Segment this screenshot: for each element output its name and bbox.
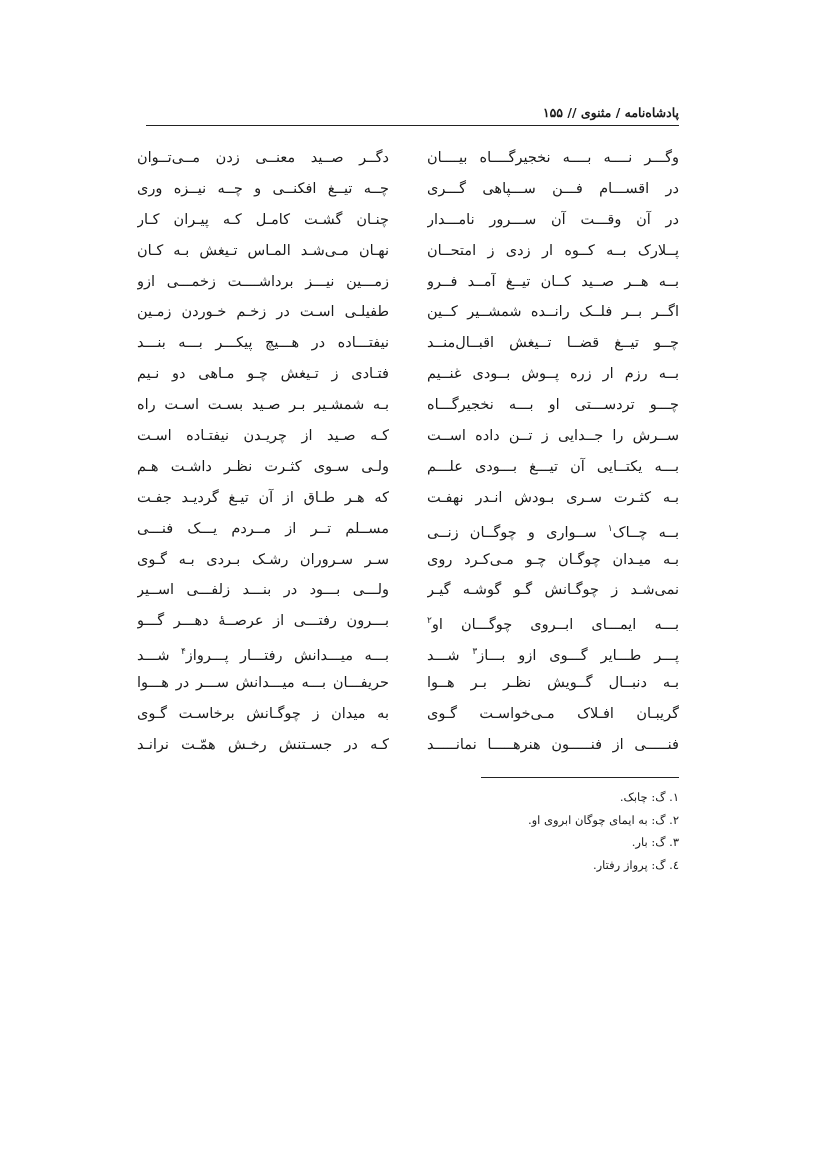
couplet <box>137 640 679 671</box>
hemistich-first: بـــه ایمـــای ابــروی چوگـــان او$^۲$ <box>427 616 679 634</box>
couplet <box>137 146 679 177</box>
couplet <box>137 702 679 733</box>
hemistich-second: نیفتـــاده در هـــیچ پیکـــر بـــه بنـــد <box>137 335 389 352</box>
hemistich-first: در اقســـام فـــن ســـپاهی گـــری <box>427 180 679 197</box>
hemistich-second: که هـر طـاق از آن تیـغ گردیـد جفـت <box>137 489 389 506</box>
hemistich-second: بـــه میـــدانش رفتـــار پـــرواز$^۴$ شـــد <box>137 647 389 665</box>
couplet <box>137 177 679 208</box>
poem-body <box>137 146 679 764</box>
hemistich-second: فتـادی ز تـیغش چـو مـاهی دو نـیم <box>137 366 389 383</box>
hemistich-second: بـه شمشـیر بـر صـید بسـت اسـت راه <box>137 397 389 414</box>
hemistich-second: چــه تیــغ افکنــی و چــه نیــزه وری <box>137 180 389 197</box>
hemistich-second: طفیلـی اسـت در زخـم خـوردن زمـین <box>137 304 389 321</box>
couplet <box>137 517 679 548</box>
hemistich-first: وگـــر نــــه بــــه نخجیرگــــاه بیــــان <box>427 150 679 166</box>
footnote-marker: ۴ <box>180 647 186 658</box>
couplet <box>137 733 679 764</box>
hemistich-first: فنـــــی از فنـــــون هنرهـــــا نمانـــــد <box>427 736 679 753</box>
couplet <box>137 300 679 331</box>
hemistich-second: زمـــین نیـــز برداشــــت زخمـــی ازو <box>137 273 389 290</box>
hemistich-first: گریبـان افـلاک مـی‌خواسـت گـوی <box>427 706 679 723</box>
hemistich-first: بـه کثـرت سـری بـودش انـدر نهفـت <box>427 489 679 506</box>
hemistich-first: پـــر طـــایر گـــوی ازو بـــاز$^۳$ شـــد <box>427 647 679 665</box>
hemistich-first: بــه چــاک$^۱$ ســواری و چوگــان زنــی <box>427 523 679 541</box>
couplet <box>137 609 679 640</box>
hemistich-second: بـــرون رفتـــی از عرصــهٔ دهـــر گـــو <box>137 613 389 630</box>
footnote-marker: ۳ <box>472 647 478 658</box>
hemistich-first: بـه دنبــال گــویش نظـر بـر هــوا <box>427 675 679 692</box>
couplet <box>137 362 679 393</box>
hemistich-second: دگــر صــید معنــی زدن مــی‌تــوان <box>137 150 389 166</box>
couplet <box>137 671 679 702</box>
footnote-marker: ۲ <box>427 616 432 627</box>
hemistich-second: به میدان ز چوگـانش برخاسـت گـوی <box>137 706 389 723</box>
footnote-item: ۳. گ: بار. <box>631 835 679 849</box>
hemistich-second: نهـان مـی‌شـد المـاس تـیغش بـه کـان <box>137 242 389 259</box>
hemistich-first: اگــر بــر فلــک رانــده شمشــیر کــین <box>427 304 679 321</box>
hemistich-first: بــه هــر صــید کــان تیــغ آمــد فــرو <box>427 273 679 290</box>
hemistich-first: ســرش را جــدایی ز تــن داده اســت <box>427 428 679 445</box>
hemistich-second: چنـان گشـت کامـل کـه پیـران کـار <box>137 211 389 228</box>
couplet <box>137 239 679 270</box>
hemistich-second: مســلم تــر از مــردم یـــک فنـــی <box>137 520 389 537</box>
hemistich-first: چــو تیــغ قضــا تــیغش اقبــال‌منــد <box>427 335 679 352</box>
couplet <box>137 208 679 239</box>
couplet <box>137 548 679 579</box>
hemistich-first: بـــه یکتــایی آن تیـــغ بـــودی علـــم <box>427 458 679 475</box>
couplet <box>137 331 679 362</box>
hemistich-first: در آن وقـــت آن ســـرور نامـــدار <box>427 211 679 228</box>
hemistich-second: حریفـــان بـــه میـــدانش ســـر در هـــوا <box>137 675 389 692</box>
hemistich-first: بــه رزم ار زره پــوش بــودی غنــیم <box>427 366 679 383</box>
hemistich-first: نمی‌شـد ز چوگـانش گـو گوشـه گیـر <box>427 582 679 599</box>
hemistich-second: ولـــی بـــود در بنـــد زلفـــی اســیر <box>137 582 389 599</box>
hemistich-second: سـر سـروران رشـک بـردی بـه گـوی <box>137 551 389 568</box>
couplet <box>137 578 679 609</box>
footnote-item: ٤. گ: پرواز رفتار. <box>592 857 679 872</box>
hemistich-first: بـه میـدان چوگـان چـو مـی‌کـرد روی <box>427 551 679 568</box>
footnote-divider <box>481 777 679 778</box>
couplet <box>137 424 679 455</box>
hemistich-first: پــلارک بــه کــوه ار زدی ز امتحــان <box>427 242 679 259</box>
couplet <box>137 486 679 517</box>
footnote-item: ۲. گ: به ایمای چوگان ابروی او. <box>527 812 679 827</box>
couplet <box>137 393 679 424</box>
hemistich-second: کـه در جسـتنش رخـش همّـت نرانـد <box>137 736 389 753</box>
page-header <box>146 103 679 126</box>
hemistich-first: چـــو تردســـتی او بـــه نخجیرگـــاه <box>427 397 679 414</box>
footnote-marker: ۱ <box>607 523 613 534</box>
couplet <box>137 270 679 301</box>
hemistich-second: کـه صـید از چریـدن نیفتـاده اسـت <box>137 428 389 445</box>
hemistich-second: ولـی سـوی کثـرت نظـر داشـت هـم <box>137 458 389 475</box>
footnotes <box>279 786 679 876</box>
footnote-item: ۱. گ: چابک. <box>619 790 679 804</box>
couplet <box>137 455 679 486</box>
running-title: پادشاه‌نامه / مثنوی // ۱۵۵ <box>542 105 679 120</box>
